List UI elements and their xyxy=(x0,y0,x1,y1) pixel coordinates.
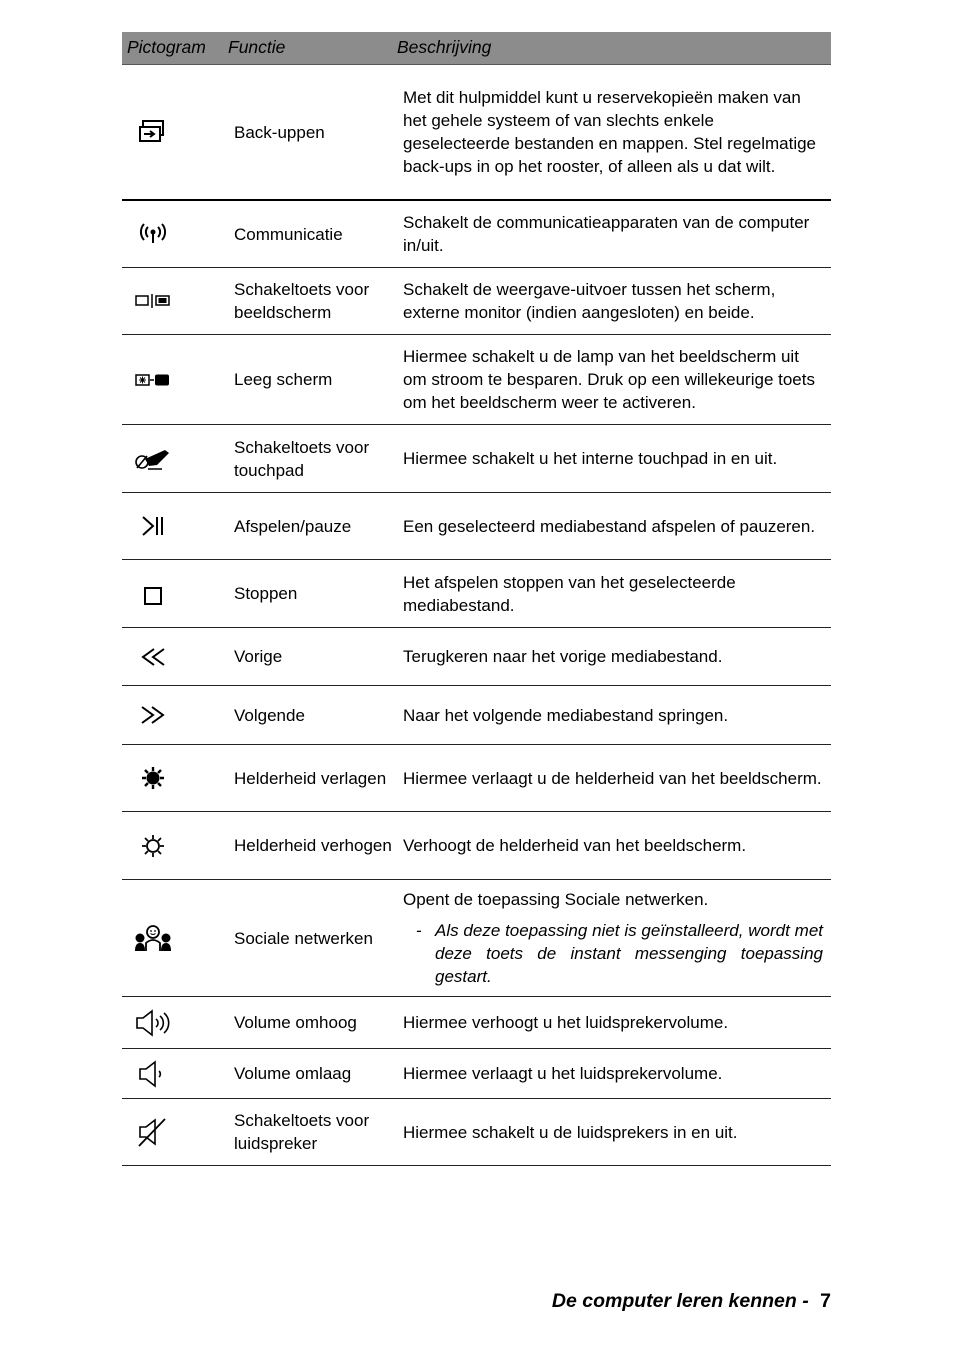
function-label: Helderheid verhogen xyxy=(234,836,392,855)
play-pause-icon xyxy=(122,493,184,559)
footer-title: De computer leren kennen - xyxy=(551,1290,815,1312)
function-description: Schakelt de communicatieapparaten van de computer in/uit. xyxy=(403,213,810,255)
function-label: Volgende xyxy=(234,705,305,725)
header-functie: Functie xyxy=(228,37,286,57)
function-description: Hiermee verlaagt u het luidsprekervolume. xyxy=(403,1064,723,1083)
table-row xyxy=(122,1049,831,1099)
social-networks-icon xyxy=(122,880,184,996)
stop-icon xyxy=(122,560,184,627)
next-icon xyxy=(122,686,184,744)
previous-icon xyxy=(122,628,184,685)
function-description: Terugkeren naar het vorige mediabestand. xyxy=(403,647,723,666)
function-description: Hiermee schakelt u het interne touchpad in en uit. xyxy=(403,449,778,468)
function-note xyxy=(403,919,823,988)
function-label: Afspelen/pauze xyxy=(234,516,352,536)
function-description: Het afspelen stoppen van het geselecteerde mediabestand. xyxy=(403,572,736,615)
function-description: Schakelt de weergave-uitvoer tussen het scherm, externe monitor (indien aangesloten) en beide. xyxy=(403,280,776,322)
table-row xyxy=(122,686,831,745)
table-row xyxy=(122,560,831,628)
function-description: Naar het volgende mediabestand springen. xyxy=(403,705,729,725)
function-description: Met dit hulpmiddel kunt u reservekopieën maken van het gehele systeem of van slechts enkele geselecteerde bestanden en mappen. Stel regelmatige back-ups in op het rooster, of alleen als u dat wilt. xyxy=(403,88,817,176)
table-header xyxy=(122,32,831,65)
table-row xyxy=(122,493,831,560)
table-row xyxy=(122,745,831,812)
function-label: Leeg scherm xyxy=(234,370,333,389)
function-description: Hiermee verhoogt u het luidsprekervolume. xyxy=(403,1013,729,1032)
table-row xyxy=(122,628,831,686)
function-description: Verhoogt de helderheid van het beeldscherm. xyxy=(403,836,747,855)
function-label: Schakeltoets voor beeldscherm xyxy=(234,280,370,322)
function-description: Een geselecteerd mediabestand afspelen of pauzeren. xyxy=(403,516,816,536)
function-description: Hiermee schakelt u de lamp van het beeldscherm uit om stroom te besparen. Druk op een willekeurige toets om het beeldscherm weer te activeren. xyxy=(403,347,815,412)
table-row xyxy=(122,1099,831,1166)
function-description: Hiermee verlaagt u de helderheid van het beeldscherm. xyxy=(403,768,822,788)
function-label: Vorige xyxy=(234,647,283,666)
backup-icon xyxy=(122,65,184,199)
table-row xyxy=(122,201,831,268)
function-label: Volume omlaag xyxy=(234,1064,352,1083)
function-description: Opent de toepassing Sociale netwerken. xyxy=(403,890,709,909)
function-label: Schakeltoets voor luidspreker xyxy=(234,1111,370,1153)
table-row xyxy=(122,335,831,425)
blank-screen-icon xyxy=(122,335,184,424)
note-dash: - xyxy=(416,921,422,940)
function-label: Schakeltoets voor touchpad xyxy=(234,437,370,480)
table-row xyxy=(122,425,831,493)
table-row xyxy=(122,880,831,997)
touchpad-toggle-icon xyxy=(122,425,184,492)
table-row xyxy=(122,812,831,880)
header-pictogram: Pictogram xyxy=(127,37,206,57)
table-row xyxy=(122,65,831,201)
function-description: Hiermee schakelt u de luidsprekers in en uit. xyxy=(403,1122,738,1142)
brightness-up-icon xyxy=(122,812,184,879)
function-label: Sociale netwerken xyxy=(234,928,373,948)
display-toggle-icon xyxy=(122,268,184,334)
function-label: Stoppen xyxy=(234,584,298,603)
table-row xyxy=(122,268,831,335)
function-label: Communicatie xyxy=(234,224,343,244)
function-label: Helderheid verlagen xyxy=(234,768,387,788)
volume-down-icon xyxy=(122,1049,184,1098)
function-key-table xyxy=(122,32,831,1166)
page-footer xyxy=(400,1290,831,1313)
note-text: Als deze toepassing niet is geïnstalleerd, wordt met deze toets de instant messenging toepassing gestart. xyxy=(435,921,823,986)
volume-up-icon xyxy=(122,997,184,1048)
page-number: 7 xyxy=(820,1290,831,1312)
header-beschrijving: Beschrijving xyxy=(397,37,492,57)
brightness-down-icon xyxy=(122,745,184,811)
function-label: Back-uppen xyxy=(234,122,325,142)
wireless-icon xyxy=(122,201,184,267)
speaker-toggle-icon xyxy=(122,1099,184,1165)
table-row xyxy=(122,997,831,1049)
function-label: Volume omhoog xyxy=(234,1013,357,1032)
